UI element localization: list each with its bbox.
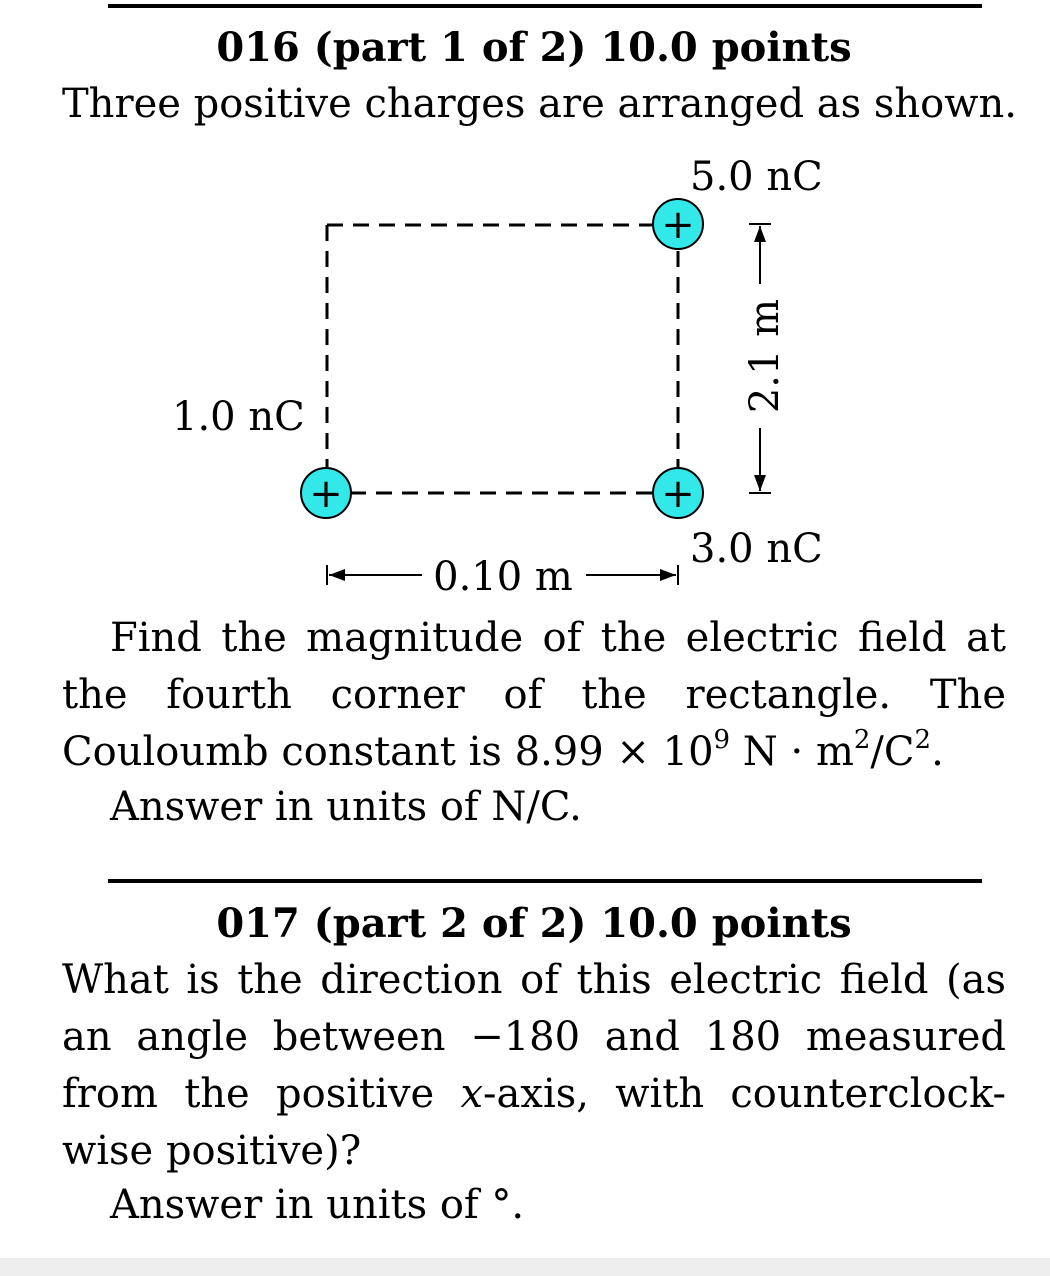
part2-question: What is the direction of this electric field (as an angle between −180 and 180 measured from the positive x-axis, with counterclock-wise positive)? [62, 957, 1007, 1174]
part1-intro: Three positive charges are arranged as shown. [62, 81, 1017, 127]
label-charge-bottom-left: 1.0 nC [172, 394, 305, 440]
part2-heading: 017 (part 2 of 2) 10.0 points [216, 900, 852, 947]
height-label: 2.1 m [742, 298, 788, 414]
svg-text:+: + [661, 202, 695, 248]
charge-top-right [653, 199, 703, 249]
part1-heading: 016 (part 1 of 2) 10.0 points [216, 24, 852, 71]
page-bottom-band [0, 1258, 1050, 1276]
width-dimension [327, 554, 678, 600]
label-charge-top-right: 5.0 nC [690, 154, 823, 200]
svg-text:+: + [309, 471, 343, 517]
part1-question: Find the magnitude of the electric field at the fourth corner of the rectangle. The Couloumb constant is $8.99 \times 10^9$ $N \cdot m^2/C^2$. [62, 615, 1006, 775]
charge-bottom-right [653, 468, 703, 518]
part2-answer: Answer in units of °. [110, 1182, 525, 1228]
middle-rule [108, 879, 982, 883]
height-dimension [742, 224, 788, 493]
charge-bottom-left [301, 468, 351, 518]
label-charge-bottom-right: 3.0 nC [690, 526, 823, 572]
svg-text:+: + [661, 471, 695, 517]
part1-answer: Answer in units of N/C. [110, 784, 582, 830]
width-label: 0.10 m [433, 554, 573, 600]
